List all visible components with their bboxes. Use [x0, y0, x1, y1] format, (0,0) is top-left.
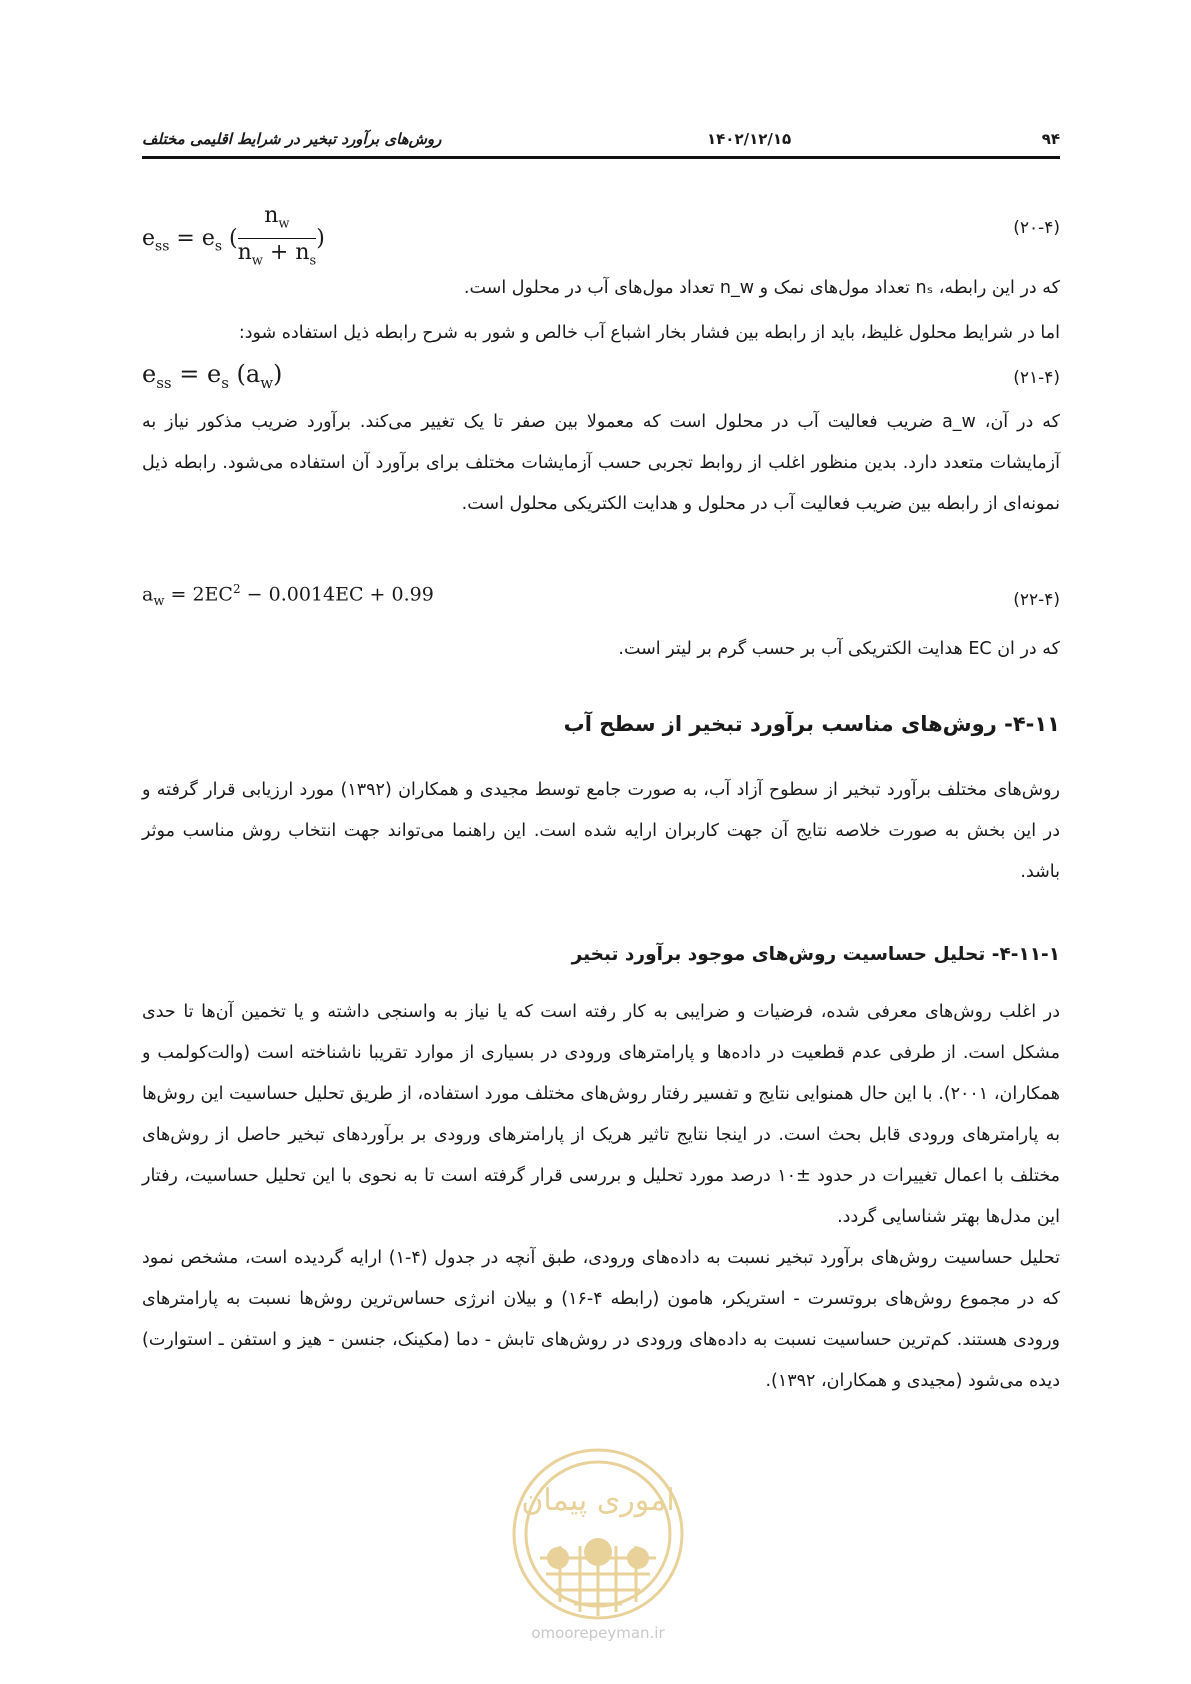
equation-22-formula: $a_w = 2EC^2 - 0.0014EC + 0.99$ [142, 582, 434, 610]
page-number: ۹۴ [1041, 130, 1060, 148]
paragraph-3: که در آن، a_w ضریب فعالیت آب در محلول است که معمولا بین صفر تا یک تغییر می‌کند. برآورد ضریب مذکور نیاز به آزمایشات متعدد دارد. بدین منظور اغلب از روابط تجربی حسب آزمایشات مختلف برای برآورد آن استفاده می‌شود. رابطه ذیل نمونه‌ای از رابطه بین ضریب فعالیت آب در محلول و هدایت الکتریکی محلول است. [142, 412, 1060, 514]
paragraph-5: روش‌های مختلف برآورد تبخیر از سطوح آزاد آب، به صورت جامع توسط مجیدی و همکاران (۱۳۹۲) مورد ارزیابی قرار گرفته و در این بخش به صورت خلاصه نتایج آن جهت کاربران ارایه شده است. این راهنما می‌تواند جهت انتخاب روش مناسب موثر باشد. [142, 780, 1060, 882]
paragraph-6: در اغلب روش‌های معرفی شده، فرضیات و ضرایبی به کار رفته است که یا نیاز به واسنجی داشته و یا تخمین آن‌ها تا حدی مشکل است. از طرفی عدم قطعیت در داده‌ها و پارامترهای ورودی در بسیاری از موارد تقریبا ناشناخته است (والت‌کولمب و همکاران، ۲۰۰۱). با این حال همنوایی نتایج و تفسیر رفتار روش‌های مختلف مورد استفاده، از طریق تحلیل حساسیت این روش‌ها به پارامترهای ورودی قابل بحث است. در اینجا نتایج تاثیر هریک از پارامترهای ورودی بر برآوردهای تبخیر حاصل از روش‌های مختلف با اعمال تغییرات در حدود ±۱۰ درصد مورد تحلیل و بررسی قرار گرفته است تا به نحوی با این تحلیل حساسیت، رفتار این مدل‌ها بهتر شناسایی گردد. [142, 1002, 1061, 1227]
logo-lettering: اموری پیمان [521, 1483, 675, 1518]
equation-22 [142, 582, 1060, 630]
equation-22-number: (۲۲-۴) [1013, 590, 1060, 610]
equation-20 [142, 202, 1060, 269]
paragraph-7: تحلیل حساسیت روش‌های برآورد تبخیر نسبت به داده‌های ورودی، طبق آنچه در جدول (۴-۱) ارایه گردیده است، مشخص نمود که در مجموع روش‌های بروتسرت - استریکر، هامون (رابطه ۴-۱۶) و بیلان انرژی حساس‌ترین روش‌ها نسبت به پارامترهای ورودی هستند. کم‌ترین حساسیت نسبت به داده‌های ورودی در روش‌های تابش - دما (مکینک، جنسن - هیز و استفن ـ استوارت) دیده می‌شود (مجیدی و همکاران، ۱۳۹۲). [142, 1248, 1060, 1391]
seal-icon [508, 1446, 688, 1622]
section-heading: ۴-۱۱- روش‌های مناسب برآورد تبخیر از سطح آب [563, 712, 1060, 736]
paragraph-4: که در ان EC هدایت الکتریکی آب بر حسب گرم بر لیتر است. [618, 639, 1060, 659]
equation-20-formula: $e_{ss} = e_s$ ( $\frac{n_w}{n_w + n_s}$ ) [142, 203, 325, 269]
equation-20-number: (۲۰-۴) [1013, 218, 1060, 238]
equation-21-number: (۲۱-۴) [1013, 368, 1060, 388]
paragraph-2: اما در شرایط محلول غلیظ، باید از رابطه بین فشار بخار اشباع آب خالص و شور به شرح رابطه ذیل استفاده شود: [238, 323, 1060, 343]
header-date: ۱۴۰۲/۱۲/۱۵ [707, 130, 792, 148]
running-header [142, 126, 1060, 159]
watermark-site: omoorepeyman.ir [531, 1624, 665, 1642]
equation-21-formula: $e_{ss} = e_s$ $(a_w)$ [142, 360, 283, 392]
subsection-heading: ۴-۱۱-۱- تحلیل حساسیت روش‌های موجود برآورد تبخیر [571, 944, 1060, 965]
paragraph-1: که در این رابطه، nₛ تعداد مول‌های نمک و n_w تعداد مول‌های آب در محلول است. [463, 278, 1060, 298]
header-title: روش‌های برآورد تبخیر در شرایط اقلیمی مختلف [142, 130, 442, 148]
equation-21 [142, 360, 1060, 408]
watermark-logo [508, 1446, 688, 1652]
